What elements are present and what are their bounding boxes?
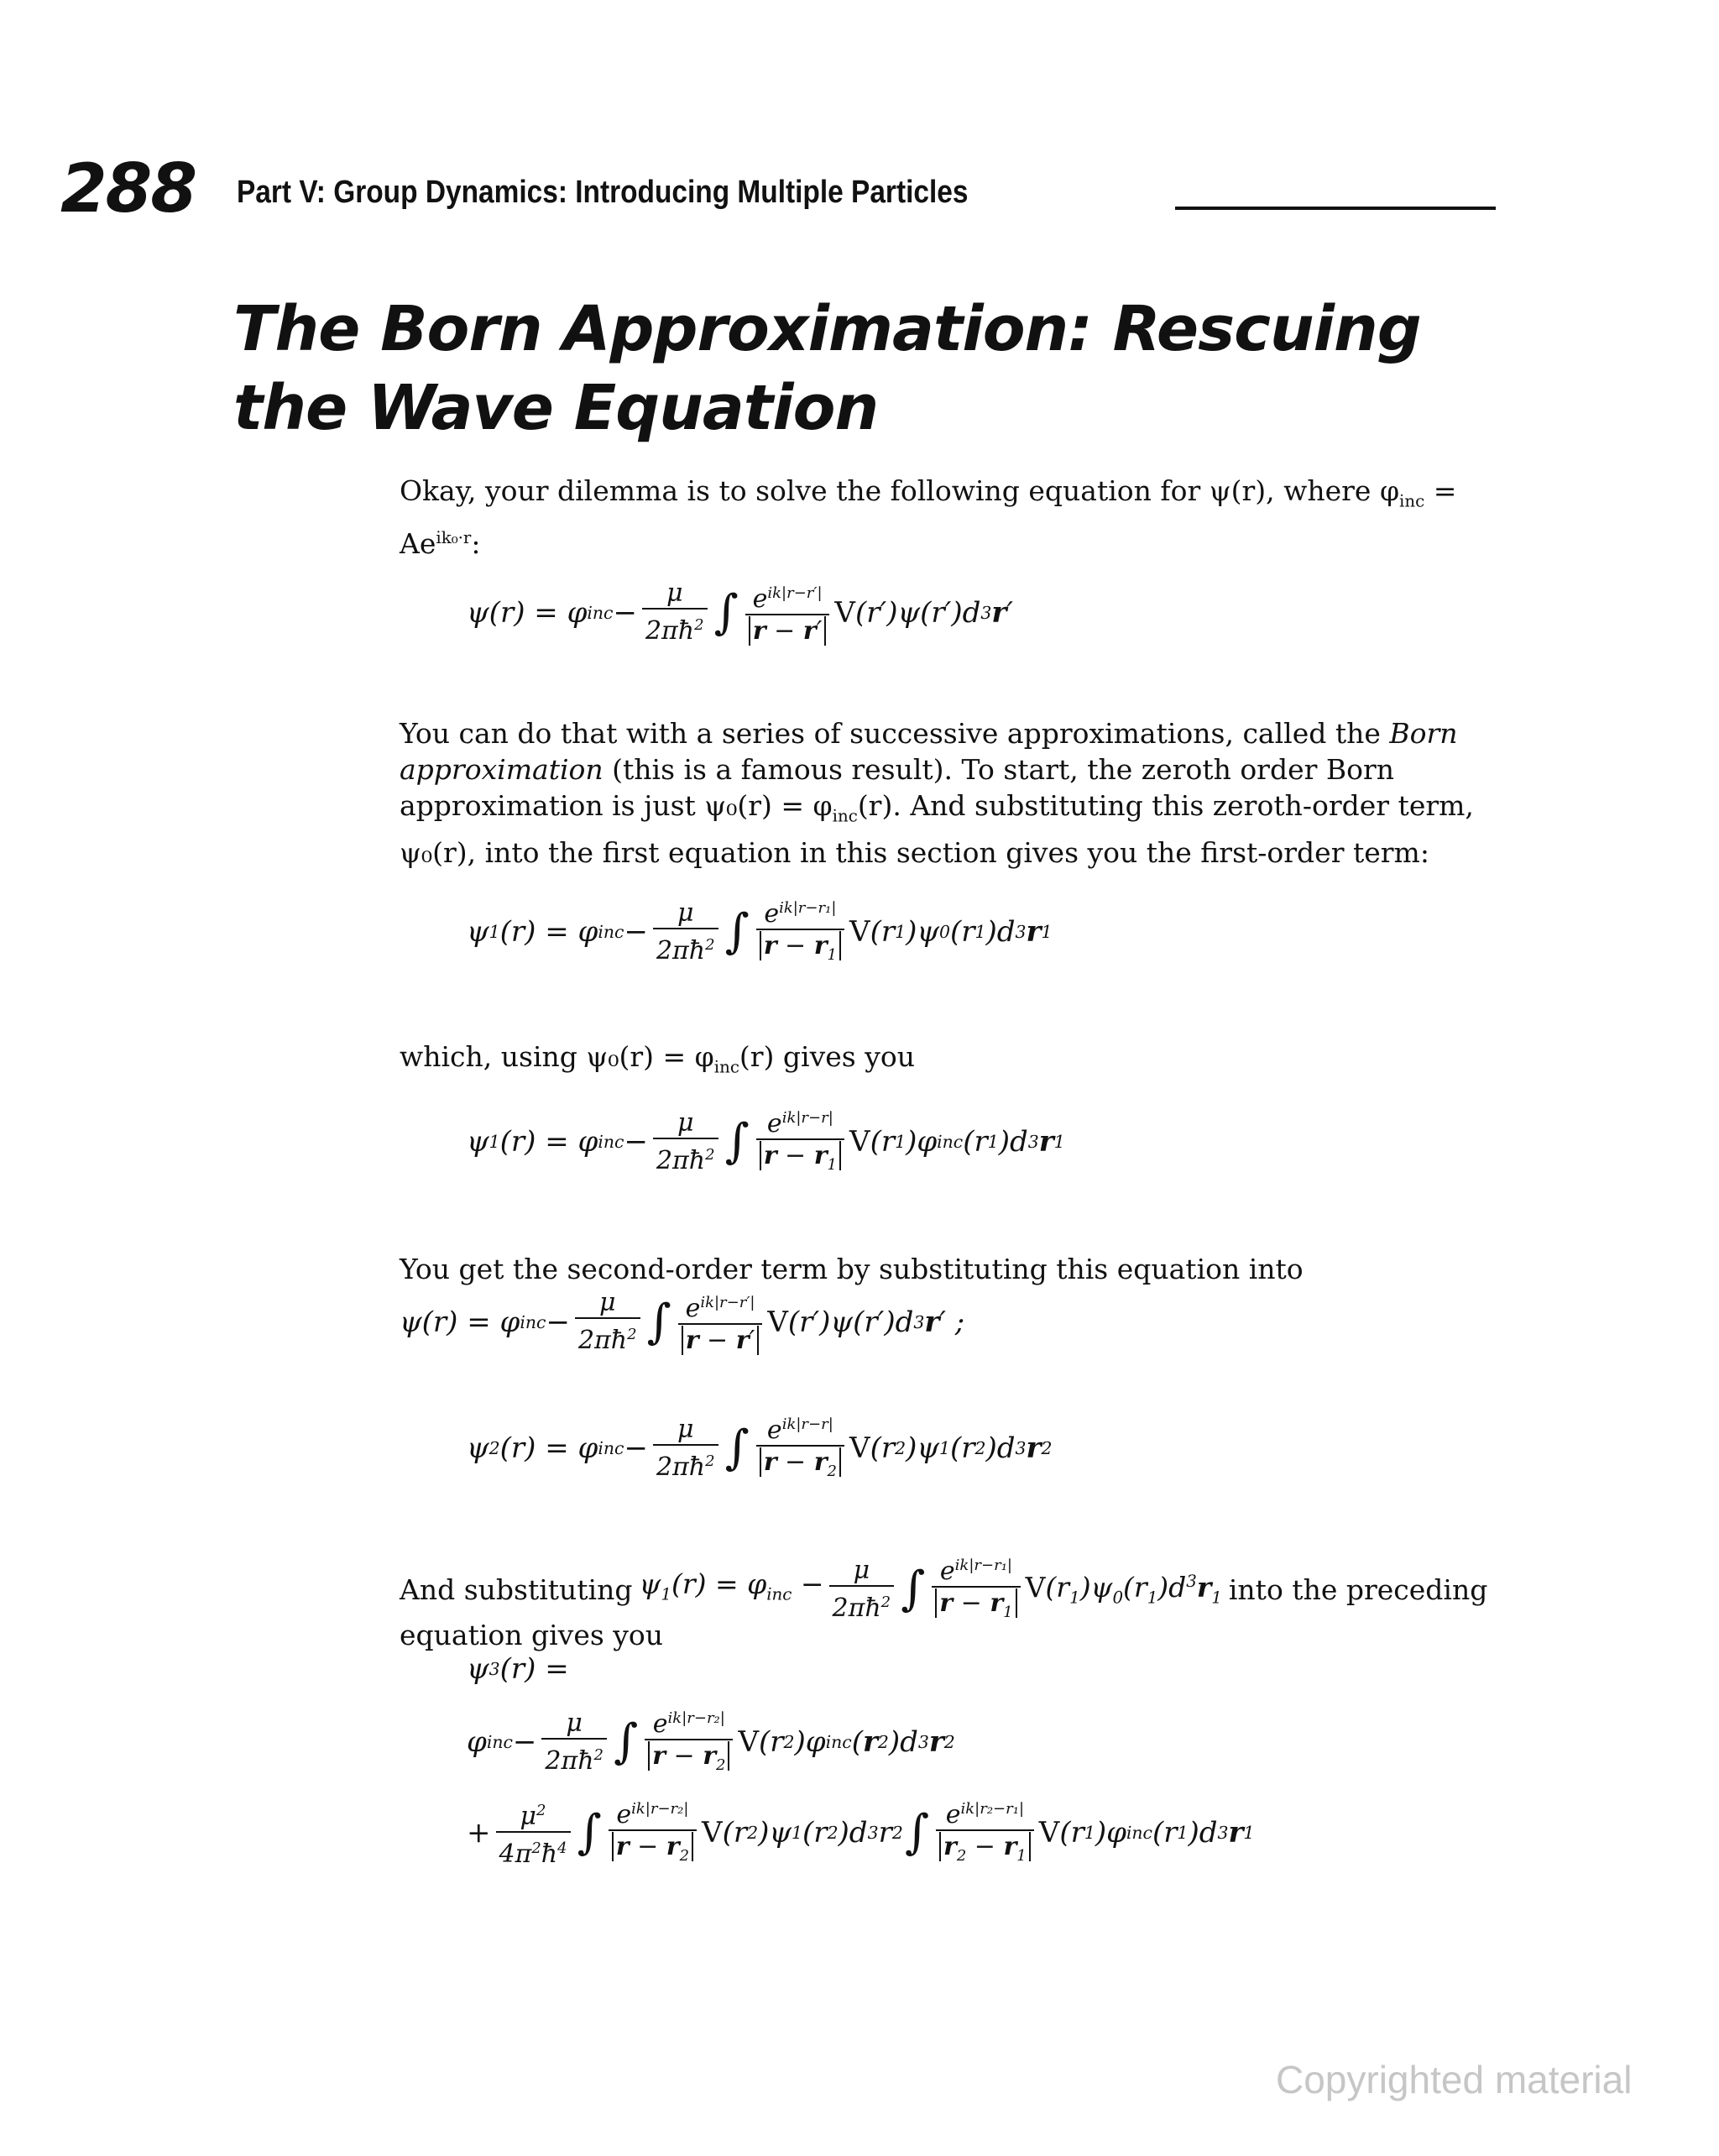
paragraph-using-zeroth: which, using $\psi_0(r) = \varphi_{inc}(r)$ gives you: [400, 1040, 915, 1077]
paragraph-substituting: [400, 1552, 1507, 1653]
equation-third-order-line-2: + $\frac{\mu^2}{4\pi^2ħ^4}$ ∫ $\frac{e^{ik|r-r_2|}}{r - r_2}$ V (r 2 )ψ 1 (r 2 )d 3 r 2 ∫ $\frac{e^{ik|r_2-r_1|}}{r_2 - r_1}$ V (r 1 )φ inc (r 1 )d 3 r 1: [467, 1800, 1255, 1869]
paragraph-substituting-line-1: And substituting $\psi_1(r) = \varphi_{inc}$ − $\frac{\mu}{2\pi ħ^2}$ ∫ $\frac{e^{ik|r-r_1|}}{r - r_1}$ $V(r_1)\psi_0(r_1)d^3r_1$ into the preceding: [400, 1552, 1507, 1627]
equation-inline-scattering: ψ(r) = φ inc − $\frac{\mu}{2\pi ħ^2}$ ∫ $\frac{e^{ik|r-r'|}}{r - r'}$ V (r′)ψ(r′)d 3 r ′ ;: [400, 1288, 965, 1355]
paragraph-intro: Okay, your dilemma is to solve the following equation for ψ(r), where $\varphi_{inc}$ = $Ae^{ik_0\cdot r}$:: [400, 474, 1457, 560]
paragraph-second-order: You get the second-order term by substituting this equation into: [400, 1253, 1304, 1285]
equation-third-order-lhs: ψ 3 (r) =: [467, 1652, 569, 1686]
equation-first-order: ψ 1 (r) = φ inc − $\frac{\mu}{2\pi ħ^2}$ ∫ $\frac{e^{ik|r-r_1|}}{r - r_1}$ V (r 1 )ψ 0 (r 1 )d 3 r 1: [467, 894, 1052, 970]
equation-first-order-inc: ψ 1 (r) = φ inc − $\frac{\mu}{2\pi ħ^2}$ ∫ $\frac{e^{ik|r-r|}}{r - r_1}$ V (r 1 )φ inc (r 1 )d 3 r 1: [467, 1104, 1065, 1180]
equation-second-order: ψ 2 (r) = φ inc − $\frac{\mu}{2\pi ħ^2}$ ∫ $\frac{e^{ik|r-r|}}{r - r_2}$ V (r 2 )ψ 1 (r 2 )d 3 r 2: [467, 1410, 1052, 1486]
section-title-line-2: the Wave Equation: [233, 372, 879, 444]
paragraph-substituting-line-2: equation gives you: [400, 1619, 664, 1651]
section-title-line-1: The Born Approximation: Rescuing: [233, 293, 1421, 365]
paragraph-born-approximation: You can do that with a series of successive approximations, called the Born approximation (this is a famous result). To start, the zeroth order Born approximation is just $\psi_0(r) = \varphi_{inc}(r)$. And substituting this zeroth-order term, ψ₀(r), into the first equation in this section gives you the first-order term:: [400, 717, 1474, 869]
header-rule: [1175, 207, 1496, 210]
page-header: [60, 149, 1496, 228]
section-title: [233, 290, 1492, 447]
copyright-watermark: Copyrighted material: [1276, 2058, 1633, 2101]
running-head: Part V: Group Dynamics: Introducing Multiple Particles: [237, 175, 969, 210]
equation-third-order-line-1: φ inc − $\frac{\mu}{2\pi ħ^2}$ ∫ $\frac{e^{ik|r-r_2|}}{r - r_2}$ V (r 2 )φ inc ( r 2 )d 3 r 2: [467, 1704, 955, 1780]
equation-scattering: ψ( r ) = φ inc − $\frac{\mu}{2\pi ħ^2}$ ∫ $\frac{e^{ik|r-r'|}}{r - r'}$ V (r′)ψ(r′)d 3 r ′: [467, 578, 1014, 646]
page-number: 288: [60, 149, 196, 228]
